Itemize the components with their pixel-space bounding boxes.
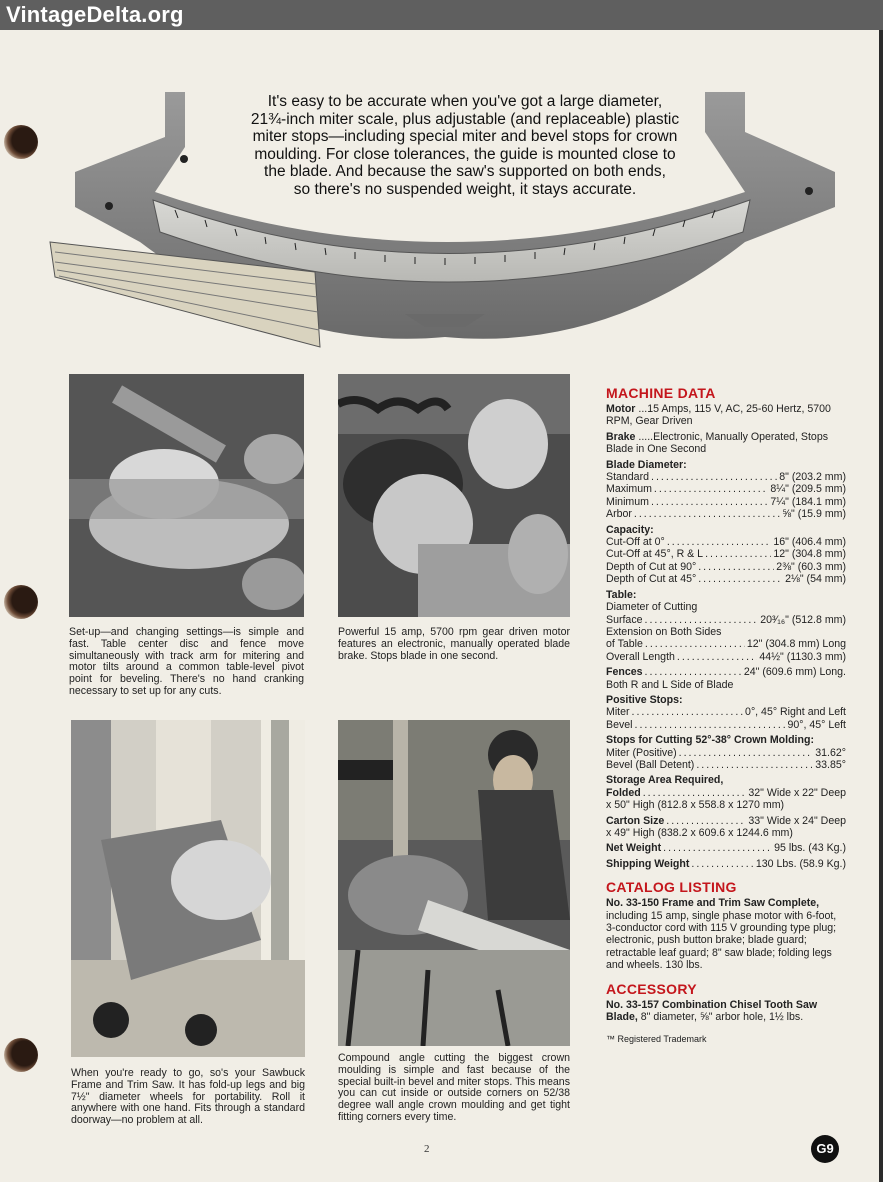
photo-motor (338, 374, 570, 617)
brake-spec: Brake .....Electronic, Manually Operated, Stops Blade in One Second (606, 430, 829, 456)
positive-heading: Positive Stops: (606, 693, 683, 706)
spec-row: of Table ..... 12" (304.8 mm) Long (606, 638, 846, 650)
spec-row: Bevel (Ball Detent) ..... 33.85° (606, 759, 846, 771)
caption-compound: Compound angle cutting the biggest crown moulding is simple and fast because of the special built-in bevel and miter stops. This means you can cut inside or outside corners on 52/38 degree wall angle crown moulding and get tight fitting corners every time. (338, 1052, 570, 1123)
table-line: Diameter of Cutting (606, 601, 698, 614)
blade-heading: Blade Diameter: (606, 458, 687, 471)
spec-row: Arbor ..... ⅝" (15.9 mm) (606, 508, 846, 520)
accessory-text: No. 33-157 Combination Chisel Tooth Saw Blade, 8" diameter, ⅝" arbor hole, 1½ lbs. (606, 998, 818, 1024)
binder-hole-middle (4, 585, 38, 619)
table-heading: Table: (606, 588, 637, 601)
spec-row: Folded ..... 32" Wide x 22" Deep (606, 787, 846, 799)
spec-row: Maximum ..... 8¼" (209.5 mm) (606, 483, 846, 495)
trademark-note: ™ Registered Trademark (606, 1034, 707, 1045)
binder-hole-bottom (4, 1038, 38, 1072)
spec-row: Carton Size ..... 33" Wide x 24" Deep (606, 815, 846, 827)
spec-row: Surface ..... 20³⁄₁₆" (512.8 mm) (606, 614, 846, 626)
spec-row: Depth of Cut at 90° ..... 2⅜" (60.3 mm) (606, 561, 846, 573)
photo-portable (71, 720, 305, 1057)
spec-row: Cut-Off at 45°, R & L ..... 12" (304.8 mm) (606, 548, 846, 560)
caption-portable: When you're ready to go, so's your Sawbuck Frame and Trim Saw. It has fold-up legs and big 7½" diameter wheels for portability. Roll it anywhere with one hand. Fits through a standard doorway—no problem at all. (71, 1067, 305, 1127)
spec-column (606, 385, 846, 1046)
catalog-heading: CATALOG LISTING (606, 879, 737, 896)
table-line: Extension on Both Sides (606, 625, 722, 638)
caption-motor: Powerful 15 amp, 5700 rpm gear driven motor features an electronic, manually operated blade brake. Stops blade in one second. (338, 626, 570, 662)
spec-row: Minimum ..... 7¼" (184.1 mm) (606, 496, 846, 508)
accessory-heading: ACCESSORY (606, 980, 697, 997)
caption-setup: Set-up—and changing settings—is simple and fast. Table center disc and fence move simultaneously with track arm for mitering and motor tilts around a common table-level pivot point for beveling. There's no hand cranking necessary to set up for any cuts. (69, 626, 304, 697)
section-badge: G9 (811, 1135, 839, 1163)
intro-text: It's easy to be accurate when you've got a large diameter, 21¾-inch miter scale, plus adjustable (and replaceable) plastic miter stops—including special miter and bevel stops for crown moulding. For close tolerances, the guide is mounted close to the blade. And because the saw's supported on both ends, so there's no suspended weight, it stays accurate. (250, 93, 680, 198)
site-name[interactable]: VintageDelta.org (6, 2, 184, 27)
spec-row: Net Weight ..... 95 lbs. (43 Kg.) (606, 842, 846, 854)
spec-row: Miter ..... 0°, 45° Right and Left (606, 706, 846, 718)
spec-row: Shipping Weight ..... 130 Lbs. (58.9 Kg.) (606, 858, 846, 870)
photo-setup (69, 374, 304, 617)
motor-spec: Motor ...15 Amps, 115 V, AC, 25-60 Hertz, 5700 RPM, Gear Driven (606, 403, 831, 428)
spec-row: Overall Length ..... 44½" (1130.3 mm) (606, 651, 846, 663)
page-number: 2 (424, 1143, 430, 1155)
machine-data-heading: MACHINE DATA (606, 385, 716, 401)
site-header-bar (0, 0, 883, 30)
storage-heading: Storage Area Required, (606, 774, 724, 787)
spec-row: Miter (Positive) ..... 31.62° (606, 747, 846, 759)
spec-row: Cut-Off at 0° ..... 16" (406.4 mm) (606, 536, 846, 548)
photo-compound (338, 720, 570, 1046)
page-edge (879, 30, 883, 1182)
folded-line: x 50" High (812.8 x 558.8 x 1270 mm) (606, 799, 785, 812)
binder-hole-top (4, 125, 38, 159)
spec-row: Standard ..... 8" (203.2 mm) (606, 471, 846, 483)
crown-heading: Stops for Cutting 52°-38° Crown Molding: (606, 734, 814, 747)
capacity-heading: Capacity: (606, 523, 654, 536)
spec-row: Fences ..... 24" (609.6 mm) Long. (606, 666, 846, 678)
spec-row: Depth of Cut at 45° ..... 2⅛" (54 mm) (606, 573, 846, 585)
spec-row: Bevel ..... 90°, 45° Left (606, 719, 846, 731)
fences-line: Both R and L Side of Blade (606, 678, 734, 691)
carton-line: x 49" High (838.2 x 609.6 x 1244.6 mm) (606, 827, 793, 839)
catalog-text: No. 33-150 Frame and Trim Saw Complete, including 15 amp, single phase motor with 6-foot, 3-conductor cord with 115 V grounding type plug; electronic, push button brake; blade guard; retractable leaf guard; 8" saw blade; folding legs and wheels. 130 lbs. (606, 897, 837, 972)
